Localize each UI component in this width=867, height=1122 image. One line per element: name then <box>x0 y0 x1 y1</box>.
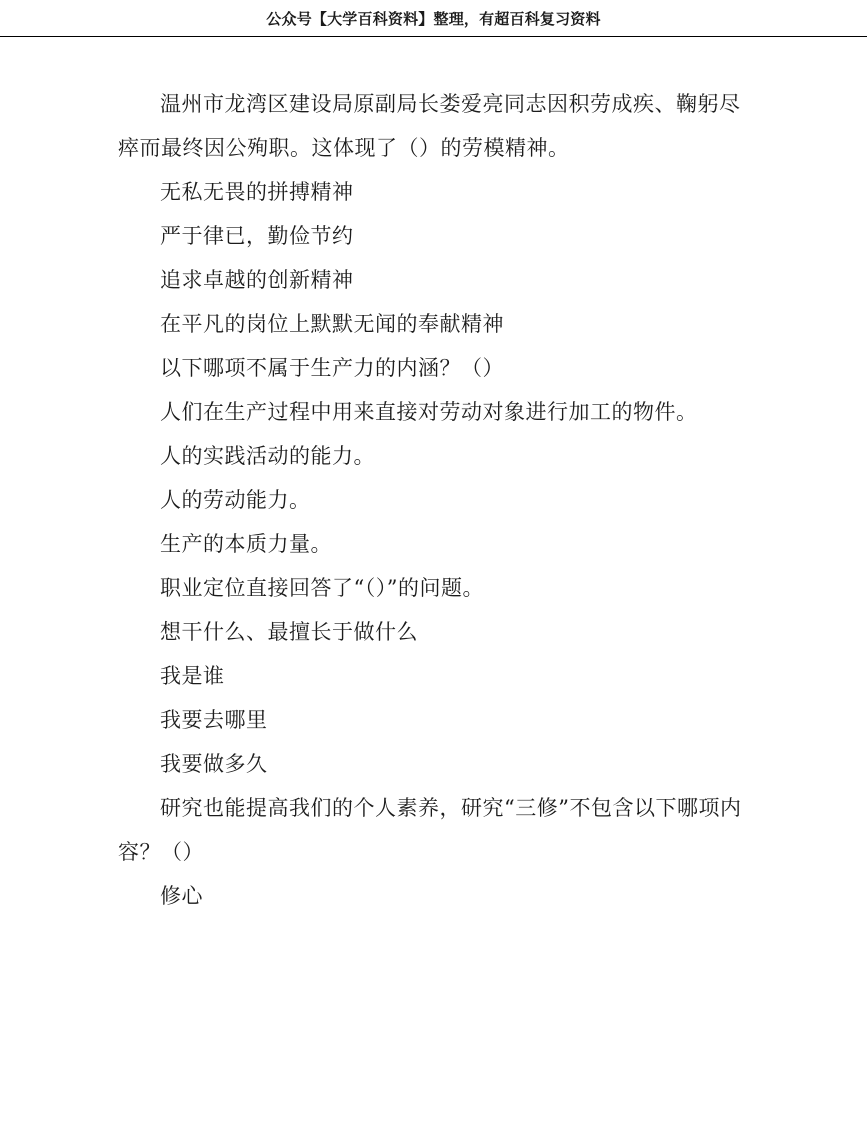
paragraph: 我是谁 <box>160 664 225 688</box>
paragraph: 修心 <box>160 884 203 908</box>
paragraph: 温州市龙湾区建设局原副局长娄爱亮同志因积劳成疾、鞠躬尽瘁而最终因公殉职。这体现了（）的劳模精神。 <box>118 92 741 160</box>
document-text-body <box>118 82 758 918</box>
paragraph: 研究也能提高我们的个人素养，研究“三修”不包含以下哪项内容？（） <box>118 796 742 864</box>
paragraph: 生产的本质力量。 <box>160 532 332 556</box>
paragraph: 我要做多久 <box>160 752 268 776</box>
paragraph: 追求卓越的创新精神 <box>160 268 354 292</box>
paragraph: 无私无畏的拼搏精神 <box>160 180 354 204</box>
paragraph: 职业定位直接回答了“（）”的问题。 <box>160 576 484 600</box>
paragraph: 人们在生产过程中用来直接对劳动对象进行加工的物件。 <box>160 400 698 424</box>
header-divider <box>0 36 867 37</box>
paragraph: 人的实践活动的能力。 <box>160 444 375 468</box>
paragraph: 我要去哪里 <box>160 708 268 732</box>
paragraph: 人的劳动能力。 <box>160 488 311 512</box>
paragraph: 想干什么、最擅长于做什么 <box>160 620 418 644</box>
paragraph: 以下哪项不属于生产力的内涵？（） <box>160 356 504 380</box>
paragraph: 在平凡的岗位上默默无闻的奉献精神 <box>160 312 504 336</box>
page-header-banner: 公众号【大学百科资料】整理，有超百科复习资料 <box>266 9 601 28</box>
paragraph: 严于律已，勤俭节约 <box>160 224 354 248</box>
